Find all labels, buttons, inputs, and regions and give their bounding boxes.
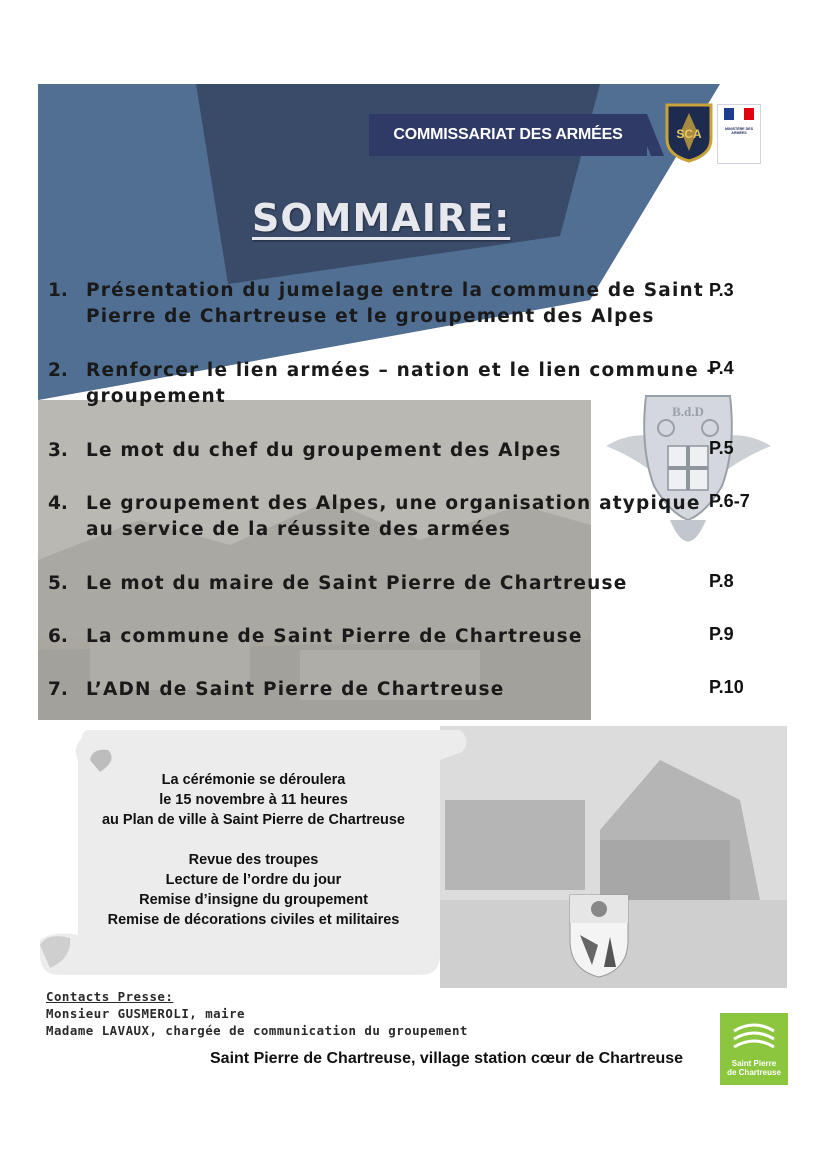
coat-of-arms-icon — [570, 895, 628, 977]
logo-text — [720, 1059, 788, 1077]
toc-line: Le mot du chef du groupement des Alpes — [86, 440, 562, 461]
sca-logo-text: SCA — [676, 127, 702, 141]
toc-number: 7. — [48, 679, 68, 700]
toc-line: Renforcer le lien armées – nation et le lien commune – — [86, 360, 717, 381]
saint-pierre-logo — [720, 1013, 788, 1085]
toc-item-5[interactable] — [86, 571, 627, 597]
page-title: SOMMAIRE: — [252, 196, 511, 240]
toc-number: 6. — [48, 626, 68, 647]
toc-item-6[interactable] — [86, 624, 583, 650]
toc-page: P.3 — [709, 280, 734, 300]
toc-number: 4. — [48, 493, 68, 514]
contacts-heading: Contacts Presse: — [46, 989, 174, 1004]
toc-line: Le groupement des Alpes, une organisation atypique — [86, 493, 701, 514]
toc-line: groupement — [86, 386, 226, 407]
toc-page: P.10 — [709, 677, 744, 697]
ceremony-line: La cérémonie se déroulera — [161, 772, 346, 788]
ceremony-location: au Plan de ville à Saint Pierre de Chartreuse — [101, 812, 405, 828]
toc-line: La commune de Saint Pierre de Chartreuse — [86, 626, 583, 647]
ministry-label: MINISTÈRE DES ARMÉES — [725, 127, 753, 136]
logo-line: de Chartreuse — [727, 1068, 781, 1077]
toc-item-3[interactable] — [86, 438, 562, 464]
ceremony-item: Revue des troupes — [188, 852, 319, 868]
ceremony-info — [92, 770, 415, 930]
toc-page: P.5 — [709, 438, 734, 458]
ceremony-date: le 15 novembre à 11 heures — [159, 792, 348, 808]
toc-line: Présentation du jumelage entre la commune de Saint — [86, 280, 704, 301]
toc-number: 1. — [48, 280, 68, 301]
logo-line: Saint Pierre — [731, 1059, 777, 1068]
toc-number: 5. — [48, 573, 68, 594]
ceremony-item: Lecture de l’ordre du jour — [165, 872, 342, 888]
toc-page: P.6-7 — [709, 491, 750, 511]
ceremony-item: Remise d’insigne du groupement — [139, 892, 368, 908]
marianne-icon — [718, 105, 760, 125]
toc-line: au service de la réussite des armées — [86, 519, 512, 540]
ceremony-item: Remise de décorations civiles et militaires — [107, 912, 400, 928]
toc-item-2[interactable] — [86, 358, 717, 410]
toc-line: L’ADN de Saint Pierre de Chartreuse — [86, 679, 505, 700]
toc-item-7[interactable] — [86, 677, 505, 703]
banner-label: COMMISSARIAT DES ARMÉES — [393, 126, 623, 143]
contact-line: Monsieur GUSMEROLI, maire — [46, 1006, 245, 1021]
toc-number: 3. — [48, 440, 68, 461]
sca-shield-icon — [665, 103, 713, 163]
toc-line: Le mot du maire de Saint Pierre de Chartreuse — [86, 573, 628, 594]
toc-number: 2. — [48, 360, 68, 381]
tagline: Saint Pierre de Chartreuse, village station cœur de Chartreuse — [210, 1050, 684, 1067]
press-contacts — [46, 988, 468, 1039]
mountain-waves-icon — [720, 1013, 788, 1059]
toc-page: P.8 — [709, 571, 734, 591]
toc-line: Pierre de Chartreuse et le groupement des Alpes — [86, 306, 655, 327]
ministry-logo — [717, 104, 761, 164]
toc-page: P.9 — [709, 624, 734, 644]
sca-logo — [665, 103, 713, 163]
toc-item-1[interactable] — [86, 278, 704, 330]
toc-page: P.4 — [709, 358, 734, 378]
commissariat-banner — [369, 114, 647, 156]
toc-item-4[interactable] — [86, 491, 701, 543]
contact-line: Madame LAVAUX, chargée de communication du groupement — [46, 1023, 468, 1038]
emblem-text: B.d.D — [672, 404, 704, 419]
